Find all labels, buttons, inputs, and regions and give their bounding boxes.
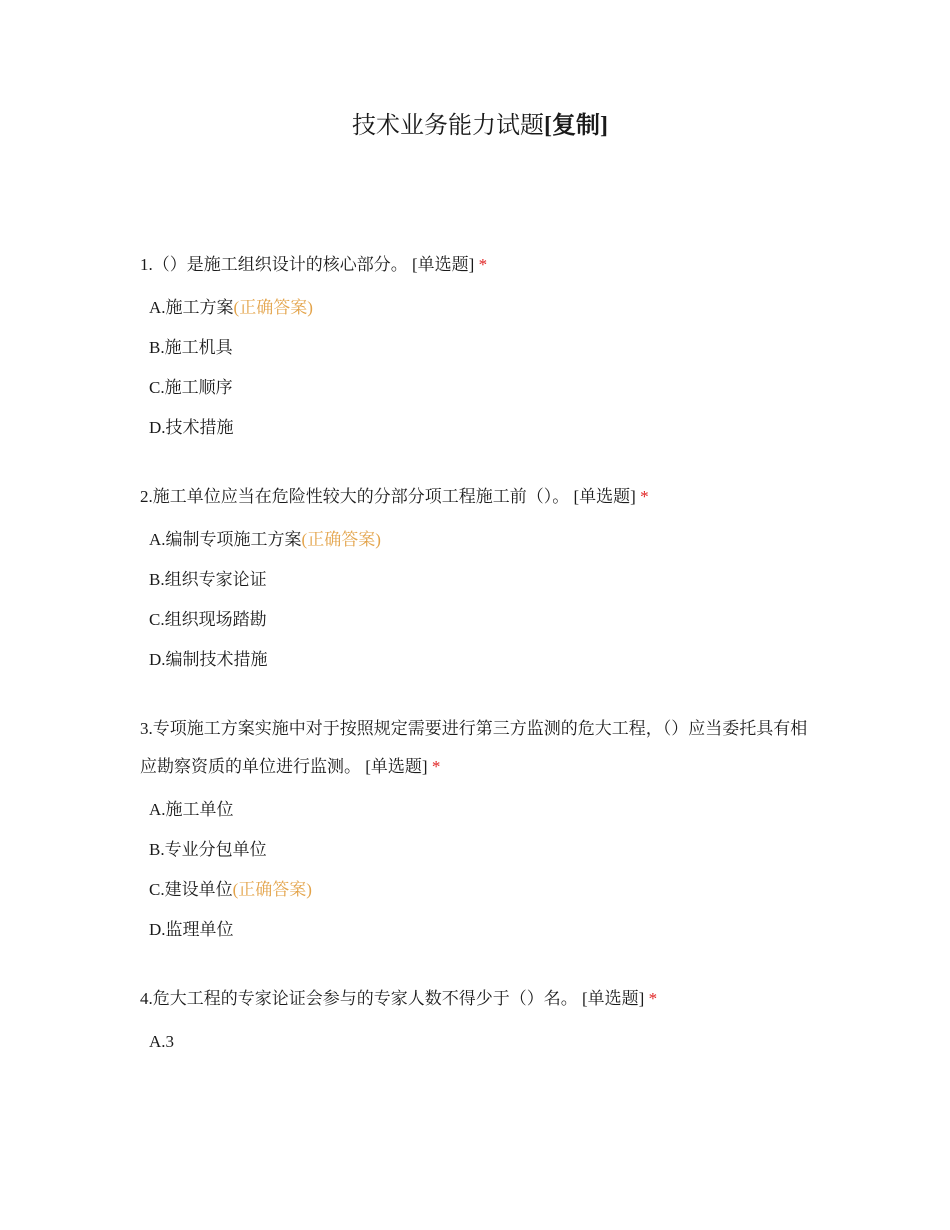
question-stem: 3.专项施工方案实施中对于按照规定需要进行第三方监测的危大工程，（）应当委托具有相应勘察资质的单位进行监测。 bbox=[140, 719, 808, 776]
correct-answer-tag: (正确答案) bbox=[232, 880, 312, 899]
title-text: 技术业务能力试题 bbox=[352, 113, 544, 139]
question-stem: 2.施工单位应当在危险性较大的分部分项工程施工前（）。 bbox=[140, 487, 570, 506]
option bbox=[140, 910, 820, 950]
required-mark: * bbox=[431, 757, 441, 776]
option bbox=[140, 830, 820, 870]
option-label: A.施工方案 bbox=[149, 298, 234, 317]
question bbox=[140, 246, 820, 448]
question-text bbox=[140, 980, 820, 1018]
option bbox=[140, 328, 820, 368]
question-type: [单选题] bbox=[412, 255, 475, 274]
question-text bbox=[140, 478, 820, 516]
correct-answer-tag: (正确答案) bbox=[233, 298, 313, 317]
question-list bbox=[140, 246, 820, 1092]
option-label: C.建设单位 bbox=[149, 880, 233, 899]
option bbox=[140, 1022, 820, 1062]
option-label: B.施工机具 bbox=[149, 338, 233, 357]
question-type: [单选题] bbox=[573, 487, 636, 506]
question-stem: 1.（）是施工组织设计的核心部分。 bbox=[140, 255, 408, 274]
option-label: B.组织专家论证 bbox=[149, 570, 267, 589]
option-label: D.技术措施 bbox=[149, 418, 234, 437]
option-label: A.施工单位 bbox=[149, 800, 234, 819]
option-label: A.3 bbox=[149, 1032, 175, 1051]
option bbox=[140, 368, 820, 408]
option bbox=[140, 870, 820, 910]
question-type: [单选题] bbox=[582, 989, 645, 1008]
required-mark: * bbox=[478, 255, 488, 274]
option bbox=[140, 790, 820, 830]
option bbox=[140, 600, 820, 640]
option-label: C.组织现场踏勘 bbox=[149, 610, 267, 629]
correct-answer-tag: (正确答案) bbox=[301, 530, 381, 549]
question-text bbox=[140, 246, 820, 284]
question-type: [单选题] bbox=[365, 757, 428, 776]
option-label: A.编制专项施工方案 bbox=[149, 530, 302, 549]
required-mark: * bbox=[648, 989, 658, 1008]
option bbox=[140, 560, 820, 600]
option bbox=[140, 408, 820, 448]
question bbox=[140, 478, 820, 680]
option-label: D.编制技术措施 bbox=[149, 650, 268, 669]
page-title bbox=[0, 110, 950, 142]
option bbox=[140, 288, 820, 328]
title-suffix: [复制] bbox=[544, 113, 608, 139]
option-label: C.施工顺序 bbox=[149, 378, 233, 397]
question-text bbox=[140, 710, 820, 786]
option-label: D.监理单位 bbox=[149, 920, 234, 939]
option-label: B.专业分包单位 bbox=[149, 840, 267, 859]
question-stem: 4.危大工程的专家论证会参与的专家人数不得少于（）名。 bbox=[140, 989, 578, 1008]
option bbox=[140, 520, 820, 560]
question bbox=[140, 710, 820, 950]
option bbox=[140, 640, 820, 680]
question bbox=[140, 980, 820, 1062]
required-mark: * bbox=[640, 487, 649, 506]
